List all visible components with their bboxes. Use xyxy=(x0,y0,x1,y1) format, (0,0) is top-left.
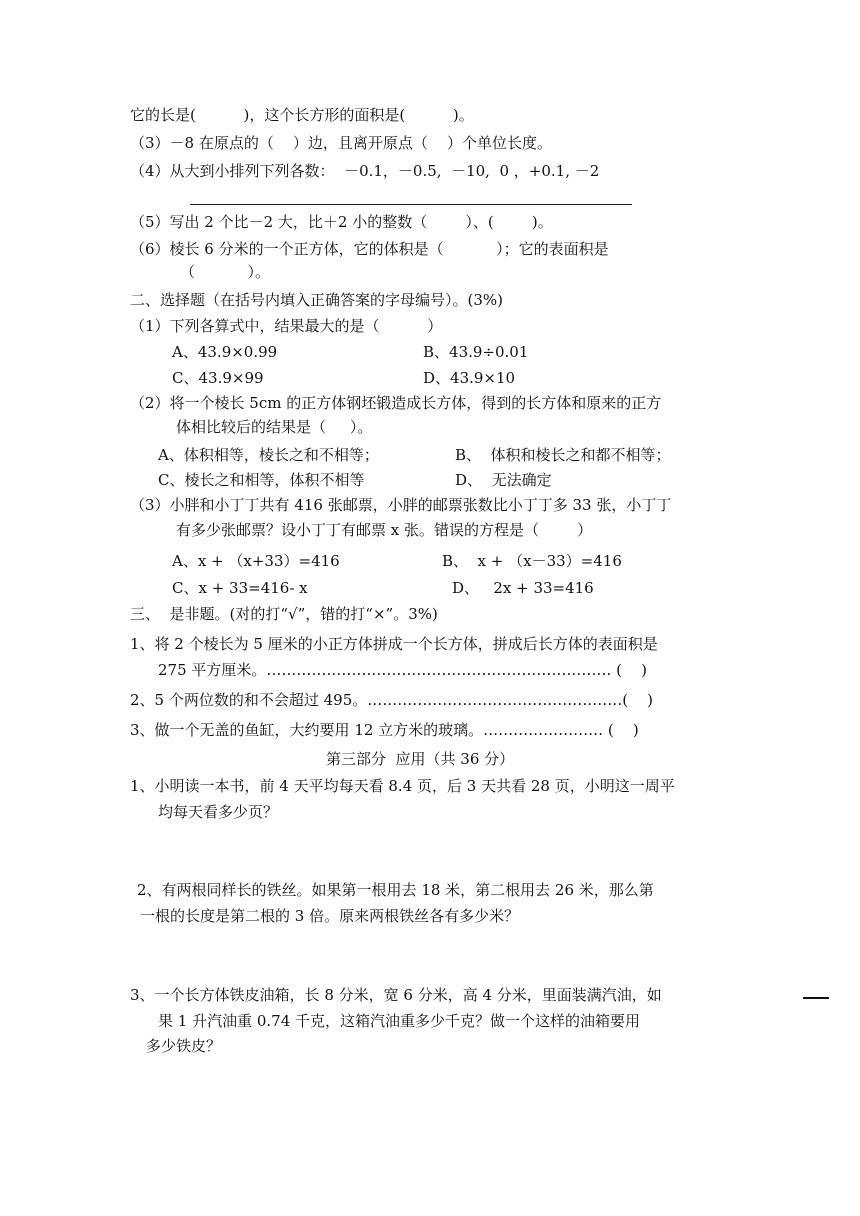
choice-q2-option-b: B、 体积和棱长之和都不相等； xyxy=(455,446,671,464)
choice-q3-option-a: A、x + （x+33）=416 xyxy=(172,552,340,570)
truefalse-q3: 3、做一个无盖的鱼缸，大约要用 12 立方米的玻璃。…………………… ( ) xyxy=(130,721,639,739)
answer-line xyxy=(190,204,632,205)
line-q3: （3）－8 在原点的（ ）边，且离开原点（ ）个单位长度。 xyxy=(130,134,553,152)
truefalse-q1: 1、将 2 个棱长为 5 厘米的小正方体拼成一个长方体，拼成后长方体的表面积是 xyxy=(130,635,658,653)
choice-q3-option-d: D、 2x + 33=416 xyxy=(452,579,594,597)
choice-q3-option-c: C、x + 33=416- x xyxy=(172,579,308,597)
choice-q1: （1）下列各算式中，结果最大的是（ ） xyxy=(130,317,443,335)
section-heading-choice: 二、选择题（在括号内填入正确答案的字母编号）。(3%) xyxy=(130,291,504,309)
application-q3-cont: 果 1 升汽油重 0.74 千克，这箱汽油重多少千克？做一个这样的油箱要用 xyxy=(158,1012,641,1030)
line-q6: （6）棱长 6 分米的一个正方体，它的体积是（ ）；它的表面积是 xyxy=(130,240,609,258)
application-q2: 2、有两根同样长的铁丝。如果第一根用去 18 米，第二根用去 26 米，那么第 xyxy=(137,881,654,899)
margin-dash xyxy=(803,997,829,999)
choice-q3-option-b: B、 x + （x－33）=416 xyxy=(442,552,622,570)
choice-q2-cont: 体相比较后的结果是（ ）。 xyxy=(176,418,373,436)
part-three-heading: 第三部分 应用（共 36 分） xyxy=(326,750,515,768)
application-q3-cont2: 多少铁皮？ xyxy=(146,1037,222,1055)
application-q1: 1、小明读一本书，前 4 天平均每天看 8.4 页，后 3 天共看 28 页，小明这一周平 xyxy=(130,777,675,795)
choice-q1-option-c: C、43.9×99 xyxy=(172,369,264,387)
truefalse-q1-cont: 275 平方厘米。…………………………………………………………… ( ) xyxy=(158,661,647,679)
choice-q1-option-a: A、43.9×0.99 xyxy=(172,343,278,361)
section-heading-truefalse: 三、 是非题。(对的打“√”，错的打“×”。3%) xyxy=(130,605,438,623)
application-q1-cont: 均每天看多少页？ xyxy=(158,803,279,821)
application-q2-cont: 一根的长度是第二根的 3 倍。原来两根铁丝各有多少米？ xyxy=(140,907,520,925)
choice-q1-option-b: B、43.9÷0.01 xyxy=(423,343,529,361)
line-q2-tail: 它的长是( )，这个长方形的面积是( )。 xyxy=(130,106,474,124)
application-q3: 3、一个长方体铁皮油箱，长 8 分米，宽 6 分米，高 4 分米，里面装满汽油，如 xyxy=(130,986,662,1004)
truefalse-q2: 2、5 个两位数的和不会超过 495。……………………………………………( ) xyxy=(130,691,654,709)
line-q4: （4）从大到小排列下列各数： －0.1，－0.5, －10, 0 ，+0.1, －2 xyxy=(130,162,600,180)
choice-q1-option-d: D、43.9×10 xyxy=(423,369,516,387)
line-q5: （5）写出 2 个比－2 大，比＋2 小的整数（ ）、( )。 xyxy=(130,213,553,231)
choice-q2-option-c: C、棱长之和相等，体积不相等 xyxy=(158,471,365,489)
line-q6-cont: （ ）。 xyxy=(180,263,270,281)
choice-q2: （2）将一个棱长 5cm 的正方体钢坯锻造成长方体，得到的长方体和原来的正方 xyxy=(130,394,662,412)
choice-q3-cont: 有多少张邮票？设小丁丁有邮票 x 张。错误的方程是（ ） xyxy=(176,521,593,539)
choice-q2-option-d: D、 无法确定 xyxy=(455,471,552,489)
choice-q3: （3）小胖和小丁丁共有 416 张邮票，小胖的邮票张数比小丁丁多 33 张，小丁丁 xyxy=(130,496,672,514)
choice-q2-option-a: A、体积相等，棱长之和不相等； xyxy=(158,446,379,464)
